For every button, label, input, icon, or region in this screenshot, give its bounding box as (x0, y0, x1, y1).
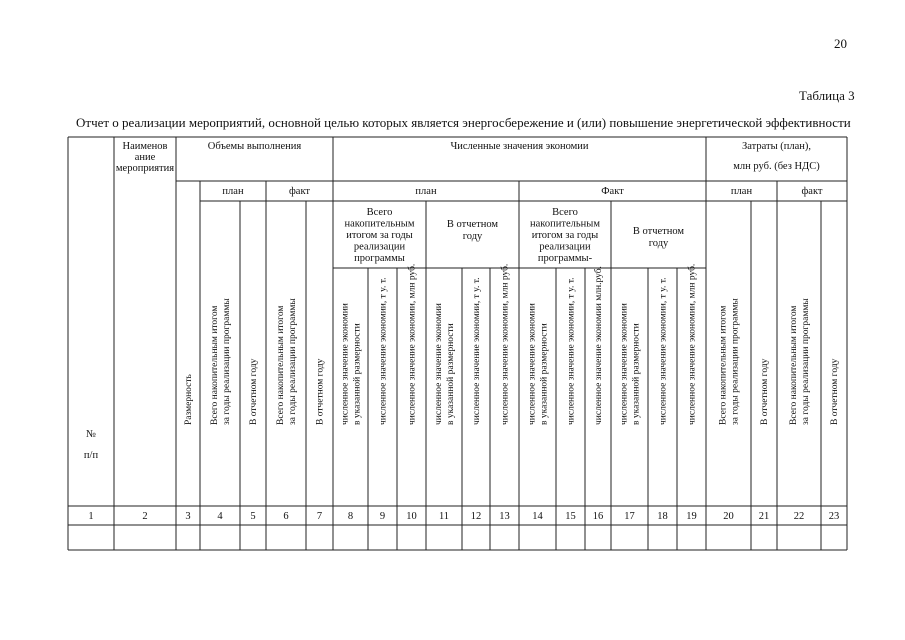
costs-header: млн руб. (без НДС) (733, 161, 820, 172)
column-header-18: численное значение экономии, т у. т. (658, 277, 669, 425)
costs-header: Затраты (план), (741, 141, 812, 152)
column-number: 9 (379, 511, 386, 522)
column-number: 20 (723, 511, 734, 522)
activity-name-header: мероприятия (115, 163, 175, 174)
fact-reporting-year-header: году (648, 238, 669, 249)
column-number: 18 (657, 511, 668, 522)
column-number: 1 (88, 511, 94, 522)
column-header-19: численное значение экономии, млн руб. (687, 263, 698, 425)
activity-name-header: ание (134, 152, 156, 163)
column-number: 5 (250, 511, 256, 522)
column-header-16: численное значение экономии млн.руб. (594, 266, 604, 425)
report-title: Отчет о реализации мероприятий, основной целью которых является энергосбережение и (или) повышение энергетической эффективности (76, 115, 851, 130)
column-number: 13 (499, 511, 510, 522)
table-label: Таблица 3 (799, 88, 855, 103)
column-number: 10 (406, 511, 417, 522)
column-header-6: за годы реализации программы (288, 298, 298, 425)
column-header-3: Размерность (184, 374, 194, 425)
plan-reporting-year-header: В отчетном (446, 219, 499, 230)
column-number: 21 (758, 511, 770, 522)
plan-cumulative-header: Всего (366, 207, 393, 218)
column-number: 2 (142, 511, 148, 522)
plan-cumulative-header: итогом за годы (346, 230, 413, 241)
plan-reporting-year-header: году (462, 231, 483, 242)
column-number: 14 (532, 511, 543, 522)
column-header-22: за годы реализации программы (801, 298, 811, 425)
column-header-7: В отчетном году (315, 358, 326, 425)
activity-name-header: Наименов (122, 141, 168, 152)
column-header-9: численное значение экономии, т у. т. (378, 277, 389, 425)
column-number: 11 (438, 511, 450, 522)
row-number-header: № (85, 429, 97, 440)
column-header-11: в указанной размерности (446, 323, 456, 425)
row-number-header: п/п (83, 450, 99, 461)
column-header-12: численное значение экономии, т у. т. (472, 277, 482, 425)
column-header-20: Всего накопительным итогом (718, 305, 729, 425)
volumes-fact-header: факт (288, 186, 311, 197)
column-header-4: Всего накопительным итогом (210, 305, 220, 425)
column-number: 4 (217, 511, 223, 522)
column-header-13: численное значение экономии, млн руб. (500, 263, 511, 425)
column-header-5: В отчетном году (249, 358, 259, 425)
column-number: 3 (185, 511, 191, 522)
column-header-20: за годы реализации программы (730, 298, 741, 425)
fact-cumulative-header: реализации (539, 241, 591, 253)
column-header-23: В отчетном году (830, 358, 840, 425)
fact-cumulative-header: программы- (537, 253, 593, 264)
column-number: 12 (470, 511, 482, 522)
costs-plan-header: план (730, 186, 753, 197)
plan-cumulative-header: реализации (353, 241, 406, 253)
column-header-17: численное значение экономии (619, 303, 630, 425)
column-number: 15 (565, 511, 576, 522)
column-header-6: Всего накопительным итогом (276, 305, 286, 425)
savings-fact-header: Факт (601, 186, 624, 197)
volumes-header: Объемы выполнения (207, 141, 302, 152)
column-number: 19 (686, 511, 697, 522)
column-header-8: численное значение экономии (340, 303, 351, 425)
column-header-17: в указанной размерности (631, 323, 642, 425)
fact-cumulative-header: итогом за годы (531, 230, 599, 241)
column-header-4: за годы реализации программы (222, 298, 232, 425)
column-header-8: в указанной размерности (352, 323, 363, 425)
volumes-plan-header: план (222, 186, 244, 197)
column-number: 16 (592, 511, 604, 522)
column-number: 22 (793, 511, 805, 522)
savings-header: Численные значения экономии (450, 141, 589, 152)
column-header-15: численное значение экономии, т у. т. (566, 277, 577, 425)
column-header-22: Всего накопительным итогом (789, 305, 799, 425)
column-header-10: численное значение экономии, млн руб. (407, 263, 418, 425)
fact-cumulative-header: накопительным (530, 218, 600, 230)
column-header-21: В отчетном году (760, 358, 770, 425)
column-number: 17 (624, 511, 635, 522)
column-header-14: в указанной размерности (539, 323, 550, 425)
plan-cumulative-header: накопительным (344, 218, 415, 230)
column-number: 23 (828, 511, 840, 522)
page-number: 20 (834, 36, 847, 51)
fact-reporting-year-header: В отчетном (632, 226, 685, 237)
savings-plan-header: план (415, 186, 437, 197)
column-header-11: численное значение экономии (434, 303, 444, 425)
costs-fact-header: факт (801, 186, 823, 197)
column-number: 8 (347, 511, 354, 522)
column-header-14: численное значение экономии (527, 303, 538, 425)
plan-cumulative-header: программы (354, 253, 405, 264)
column-number: 7 (316, 511, 323, 522)
fact-cumulative-header: Всего (552, 207, 578, 218)
column-number: 6 (283, 511, 289, 522)
